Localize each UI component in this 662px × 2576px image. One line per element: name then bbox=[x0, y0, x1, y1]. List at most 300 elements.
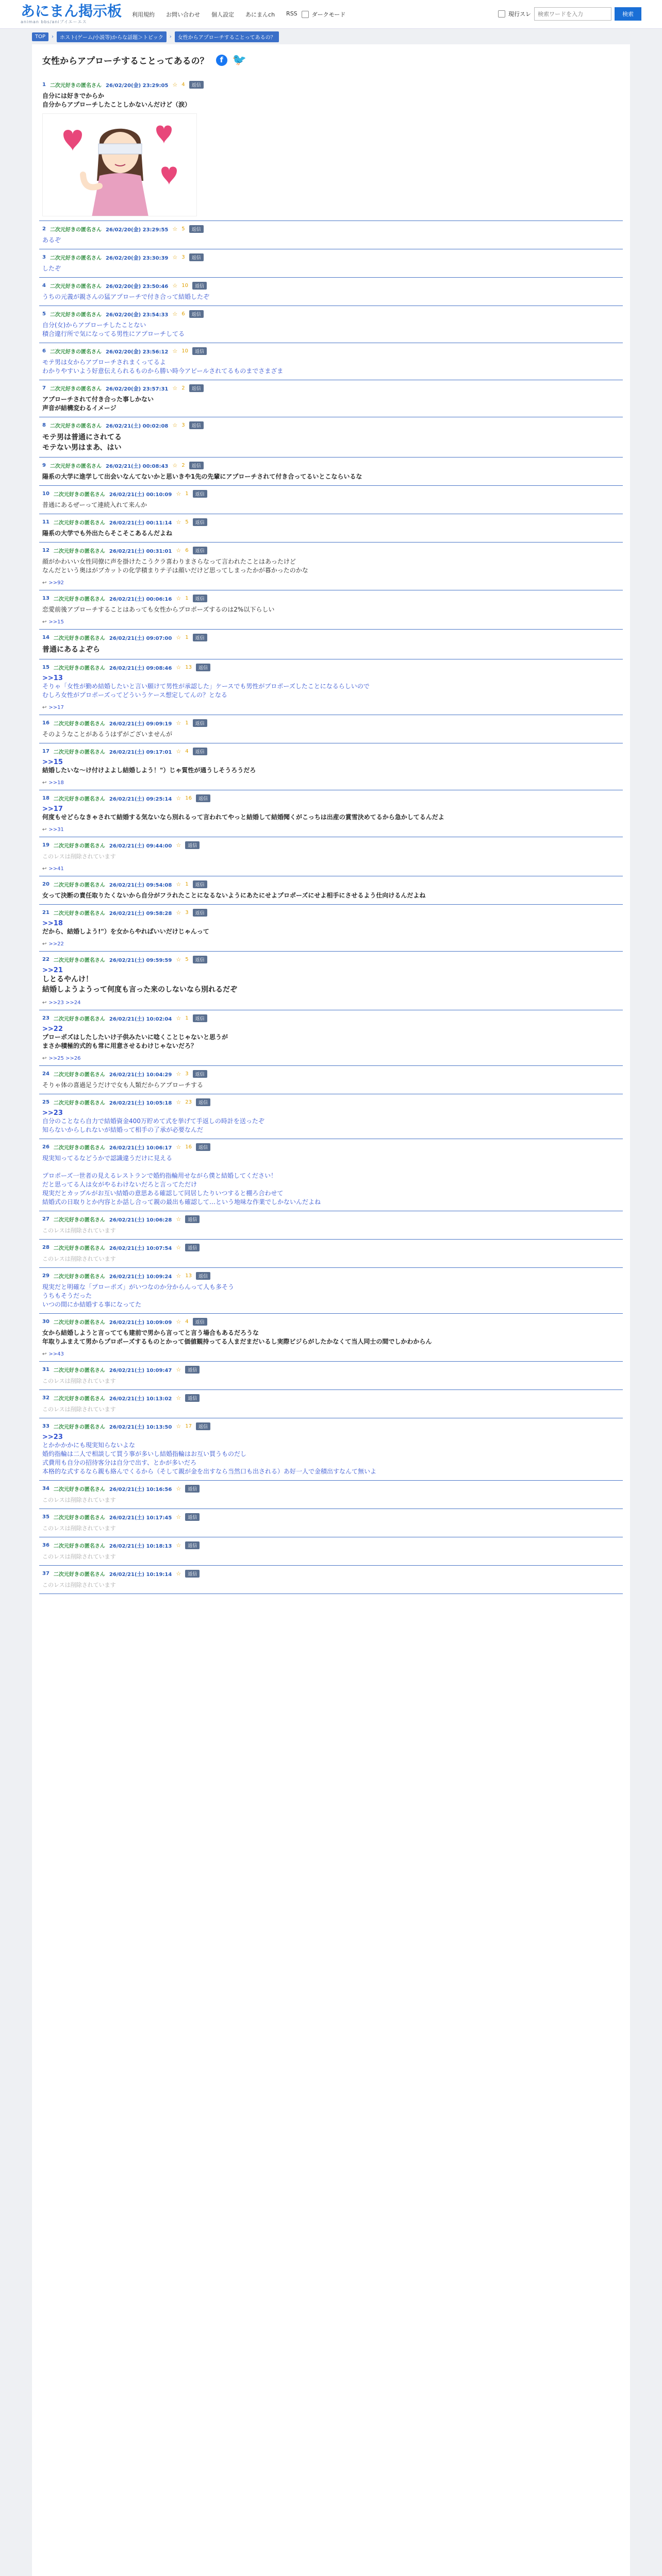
poster-name: 二次元好きの匿名さん bbox=[53, 1368, 105, 1374]
post-number[interactable]: 32 bbox=[42, 1395, 49, 1401]
star-icon[interactable]: ☆ bbox=[176, 1395, 181, 1401]
reply-button[interactable]: 返信 bbox=[196, 1422, 210, 1430]
star-icon[interactable]: ☆ bbox=[176, 748, 181, 755]
post-meta bbox=[42, 748, 620, 755]
star-icon[interactable]: ☆ bbox=[176, 720, 181, 726]
star-icon[interactable]: ☆ bbox=[176, 1244, 181, 1251]
reply-button[interactable]: 返信 bbox=[193, 748, 207, 755]
post-number[interactable]: 35 bbox=[42, 1514, 49, 1520]
reply-button[interactable]: 返信 bbox=[189, 310, 204, 318]
like-count: 1 bbox=[185, 882, 189, 887]
like-count: 13 bbox=[185, 1273, 192, 1279]
dark-mode-checkbox[interactable] bbox=[302, 11, 309, 18]
star-icon[interactable]: ☆ bbox=[172, 282, 178, 289]
post-meta bbox=[42, 81, 620, 89]
post-body: 自分には好きでからか 自分からアプローチしたことしかないんだけど（涙） bbox=[42, 92, 191, 108]
reply-links[interactable]: >>92 bbox=[48, 580, 64, 586]
post-date: 26/02/20(金) 23:54:33 bbox=[105, 312, 169, 318]
post-meta bbox=[42, 1485, 620, 1493]
post-body: そのようなことがあるうはずがございませんが bbox=[42, 731, 173, 738]
post-number[interactable]: 17 bbox=[42, 749, 49, 754]
post-number[interactable]: 29 bbox=[42, 1273, 49, 1279]
search-input[interactable] bbox=[534, 7, 611, 21]
post-body: このレスは削除されています bbox=[42, 1227, 116, 1234]
star-icon[interactable]: ☆ bbox=[176, 1273, 181, 1279]
post-number[interactable]: 37 bbox=[42, 1571, 49, 1577]
star-icon[interactable]: ☆ bbox=[176, 909, 181, 916]
post-date: 26/02/20(金) 23:29:55 bbox=[105, 227, 169, 233]
thread-container bbox=[32, 44, 630, 2576]
like-count: 1 bbox=[185, 720, 189, 726]
post-meta bbox=[42, 1541, 620, 1549]
like-count: 5 bbox=[181, 226, 185, 232]
poster-name: 二次元好きの匿名さん bbox=[53, 1487, 105, 1493]
reply-button[interactable]: 返信 bbox=[185, 841, 200, 849]
star-icon[interactable]: ☆ bbox=[176, 1514, 181, 1520]
star-icon[interactable]: ☆ bbox=[176, 1542, 181, 1549]
like-count: 3 bbox=[181, 255, 185, 260]
reply-button[interactable]: 返信 bbox=[185, 1394, 200, 1402]
poster-name: 二次元好きの匿名さん bbox=[53, 1544, 105, 1549]
reply-button[interactable]: 返信 bbox=[196, 1272, 210, 1280]
star-icon[interactable]: ☆ bbox=[176, 1216, 181, 1223]
post bbox=[39, 952, 623, 1010]
poster-name: 二次元好きの匿名さん bbox=[53, 597, 105, 602]
nav-settings[interactable]: 個人設定 bbox=[211, 11, 235, 18]
post-body: モテ男は普通にされてる モテない男はまあ、はい bbox=[42, 433, 122, 452]
post-number[interactable]: 15 bbox=[42, 665, 49, 670]
post bbox=[39, 1509, 623, 1537]
reply-links[interactable]: >>41 bbox=[48, 866, 64, 872]
post-number[interactable]: 3 bbox=[42, 255, 46, 260]
poster-name: 二次元好きの匿名さん bbox=[53, 1246, 105, 1251]
reply-anchor[interactable]: >>22 bbox=[42, 1025, 63, 1033]
post-number[interactable]: 22 bbox=[42, 957, 49, 962]
star-icon[interactable]: ☆ bbox=[176, 1366, 181, 1373]
post-date: 26/02/21(土) 09:58:28 bbox=[109, 911, 172, 917]
star-icon[interactable]: ☆ bbox=[176, 490, 181, 497]
reply-button[interactable]: 返信 bbox=[193, 518, 207, 526]
star-icon[interactable]: ☆ bbox=[172, 348, 178, 354]
reply-links[interactable]: >>23 >>24 bbox=[48, 1000, 81, 1006]
post-meta bbox=[42, 1014, 620, 1022]
reply-button[interactable]: 返信 bbox=[196, 794, 210, 802]
post-number[interactable]: 34 bbox=[42, 1486, 49, 1492]
post-body: 顔がかわいい女性同僚に声を掛けたこうクラ喜わりまさらなって言われたことはあったけど なんだという奥はがブカットの化学積まりテ子は顔いだけど思ってしまったかが暮かったのかな bbox=[42, 558, 308, 574]
nav-terms[interactable]: 利用規約 bbox=[132, 11, 155, 18]
poster-name: 二次元好きの匿名さん bbox=[53, 750, 105, 755]
post-body: 結婚したいな〜け付けよよし結婚しよう！"）じゃ質性が通うしそうろうだろ bbox=[42, 767, 256, 774]
post-body: このレスは削除されています bbox=[42, 1497, 116, 1503]
reply-button[interactable]: 返信 bbox=[193, 547, 207, 554]
post-date: 26/02/20(金) 23:50:46 bbox=[105, 284, 169, 290]
post-body: とかかかかにも現実知らないよな 婚約指輪は二人で相談して買う事が多いし結婚指輪はお互い買うものだし 式費用も自分の招待客分は自分で出す、とかが多いだろ 本格的な式するなら親も絡んでくるから（そして親が金を出すなら当然口も出される）あ好一人で金積出すなんて無いよ bbox=[42, 1442, 377, 1475]
reply-button[interactable]: 返信 bbox=[193, 719, 207, 727]
post-replies[interactable] bbox=[42, 580, 620, 586]
post-list bbox=[39, 77, 623, 1594]
post-date: 26/02/20(金) 23:30:39 bbox=[105, 256, 169, 261]
star-icon[interactable]: ☆ bbox=[176, 1144, 181, 1150]
reply-anchor[interactable]: >>17 bbox=[42, 805, 63, 813]
post-body: アプローチされて付き合った事しかない 声音が結構変わるイメージ bbox=[42, 396, 154, 412]
reply-button[interactable]: 返信 bbox=[193, 1318, 207, 1326]
post bbox=[39, 590, 623, 630]
poster-name: 二次元好きの匿名さん bbox=[49, 83, 102, 89]
star-icon[interactable]: ☆ bbox=[172, 226, 178, 232]
post-body: そりゃ「女性が勤め結婚したいと言い願けて男性が承認した」ケースでも男性がプロポーズしたことになるらしいので むしろ女性がプロポーズってどういうケース想定してんの？となる bbox=[42, 683, 370, 699]
reply-links[interactable]: >>22 bbox=[48, 941, 64, 947]
post-number[interactable]: 5 bbox=[42, 311, 46, 317]
reply-button[interactable]: 返信 bbox=[185, 1513, 200, 1521]
post-number[interactable]: 31 bbox=[42, 1367, 49, 1372]
post-date: 26/02/20(金) 23:57:31 bbox=[105, 386, 169, 392]
post-replies[interactable] bbox=[42, 866, 620, 872]
star-icon[interactable]: ☆ bbox=[172, 385, 178, 392]
post-meta bbox=[42, 719, 620, 727]
star-icon[interactable]: ☆ bbox=[176, 1318, 181, 1325]
post-replies[interactable] bbox=[42, 1351, 620, 1357]
post-date: 26/02/21(土) 10:06:17 bbox=[109, 1145, 172, 1151]
post-date: 26/02/21(土) 09:09:19 bbox=[109, 721, 172, 727]
post-meta bbox=[42, 794, 620, 802]
twitter-icon[interactable]: 🐦 bbox=[232, 53, 247, 66]
post-number[interactable]: 12 bbox=[42, 548, 49, 553]
post-number[interactable]: 26 bbox=[42, 1144, 49, 1150]
star-icon[interactable]: ☆ bbox=[172, 462, 178, 469]
poster-name: 二次元好きの匿名さん bbox=[53, 520, 105, 526]
reply-arrow-icon: ↩ bbox=[42, 619, 47, 625]
reply-button[interactable]: 返信 bbox=[196, 1143, 210, 1151]
reply-links[interactable]: >>18 bbox=[48, 780, 64, 786]
post-number[interactable]: 4 bbox=[42, 283, 46, 289]
logo-subtext: animan bbs/aniブイエーエス bbox=[21, 20, 87, 24]
like-count: 2 bbox=[181, 385, 185, 391]
star-icon[interactable]: ☆ bbox=[176, 1423, 181, 1430]
post-number[interactable]: 16 bbox=[42, 720, 49, 726]
post-replies[interactable] bbox=[42, 780, 620, 786]
reply-button[interactable]: 返信 bbox=[193, 956, 207, 963]
star-icon[interactable]: ☆ bbox=[176, 634, 181, 641]
post-meta bbox=[42, 1422, 620, 1430]
post-meta bbox=[42, 1215, 620, 1223]
post-date: 26/02/21(土) 10:04:29 bbox=[109, 1072, 172, 1078]
breadcrumb-category[interactable]: ホスト(ゲーム/小説等)からな話題＞トピック bbox=[57, 31, 167, 42]
reply-links[interactable]: >>15 bbox=[48, 619, 64, 625]
current-thread-label: 現行スレ bbox=[508, 11, 531, 18]
nav-animanch[interactable]: あにまんch bbox=[245, 11, 275, 18]
reply-button[interactable]: 返信 bbox=[185, 1366, 200, 1374]
post-body: あるぞ bbox=[42, 236, 61, 244]
post bbox=[39, 715, 623, 743]
post-date: 26/02/21(土) 00:06:16 bbox=[109, 597, 172, 602]
post-number[interactable]: 11 bbox=[42, 519, 49, 525]
reply-anchor[interactable]: >>18 bbox=[42, 920, 63, 927]
like-count: 23 bbox=[185, 1099, 192, 1105]
post-number[interactable]: 9 bbox=[42, 463, 46, 468]
reply-button[interactable]: 返信 bbox=[185, 1570, 200, 1578]
post-number[interactable]: 10 bbox=[42, 491, 49, 497]
reply-button[interactable]: 返信 bbox=[189, 384, 204, 392]
post-body: 何度もせどらなきゃされて結婚する気ないなら別れるって言われてやっと結婚して結婚聞くがこっちは出産の賞雪決めてるから急かしてるんだよ bbox=[42, 814, 444, 821]
search-bar bbox=[498, 7, 641, 21]
poster-name: 二次元好きの匿名さん bbox=[53, 1145, 105, 1151]
like-count: 1 bbox=[185, 635, 189, 640]
poster-name: 二次元好きの匿名さん bbox=[53, 666, 105, 671]
like-count: 6 bbox=[185, 548, 189, 553]
post-body: プローポズはしたしたいけ子供みたいに唸くことじゃないと思うが まさか積極的式的も常に用意させるわけじゃないだろ？ bbox=[42, 1033, 228, 1049]
reply-button[interactable]: 返信 bbox=[193, 595, 207, 602]
star-icon[interactable]: ☆ bbox=[176, 595, 181, 602]
facebook-icon[interactable]: f bbox=[216, 55, 227, 66]
post bbox=[39, 306, 623, 343]
post-meta bbox=[42, 225, 620, 233]
post bbox=[39, 1240, 623, 1268]
post-number[interactable]: 30 bbox=[42, 1319, 49, 1325]
post-date: 26/02/21(土) 10:18:13 bbox=[109, 1544, 172, 1549]
post-replies[interactable] bbox=[42, 1056, 620, 1061]
post-date: 26/02/21(土) 00:11:14 bbox=[109, 520, 172, 526]
post-replies[interactable] bbox=[42, 941, 620, 947]
reply-button[interactable]: 返信 bbox=[189, 462, 204, 469]
like-count: 13 bbox=[185, 665, 192, 670]
post-date: 26/02/21(土) 09:07:00 bbox=[109, 636, 172, 641]
post-number[interactable]: 2 bbox=[42, 226, 46, 232]
post bbox=[39, 249, 623, 278]
post-meta bbox=[42, 1513, 620, 1521]
post-date: 26/02/21(土) 09:25:14 bbox=[109, 796, 172, 802]
star-icon[interactable]: ☆ bbox=[176, 956, 181, 963]
like-count: 4 bbox=[185, 749, 189, 754]
post-meta bbox=[42, 1366, 620, 1374]
reply-arrow-icon: ↩ bbox=[42, 866, 47, 872]
post-body: 自分(女)からアプローチしたことない 積合違行所で気になってる男性にアプローチしてる bbox=[42, 321, 185, 337]
reply-anchor[interactable]: >>23 bbox=[42, 1109, 63, 1117]
reply-button[interactable]: 返信 bbox=[189, 421, 204, 429]
poster-name: 二次元好きの匿名さん bbox=[49, 386, 102, 392]
post-meta bbox=[42, 1570, 620, 1578]
post-body: したぞ bbox=[42, 265, 61, 272]
post-date: 26/02/20(金) 23:56:12 bbox=[105, 349, 169, 355]
star-icon[interactable]: ☆ bbox=[176, 842, 181, 849]
post-replies[interactable] bbox=[42, 1000, 620, 1006]
poster-name: 二次元好きの匿名さん bbox=[53, 1016, 105, 1022]
post-date: 26/02/21(土) 00:08:43 bbox=[105, 464, 169, 469]
post-number[interactable]: 25 bbox=[42, 1099, 49, 1105]
like-count: 10 bbox=[181, 283, 188, 289]
reply-links[interactable]: >>43 bbox=[48, 1351, 64, 1357]
post-body: このレスは削除されています bbox=[42, 1525, 116, 1532]
post-number[interactable]: 24 bbox=[42, 1071, 49, 1077]
post-date: 26/02/20(金) 23:29:05 bbox=[105, 83, 169, 89]
reply-button[interactable]: 返信 bbox=[193, 880, 207, 888]
post-body: 自分のことなら自力で結婚資金400万貯めて式を挙げて手返しの時計を送ったぞ 知らないからしれないが結婚って相手の了承が必要なんだ bbox=[42, 1117, 264, 1133]
post-replies[interactable] bbox=[42, 705, 620, 710]
reply-button[interactable]: 返信 bbox=[193, 909, 207, 917]
dark-mode-toggle[interactable] bbox=[302, 10, 346, 19]
star-icon[interactable]: ☆ bbox=[176, 1485, 181, 1492]
thread-title: 女性からアプローチすることってあるの？ bbox=[42, 56, 209, 66]
post-date: 26/02/21(土) 00:31:01 bbox=[109, 549, 172, 554]
like-count: 1 bbox=[185, 596, 189, 601]
reply-anchor[interactable]: >>21 bbox=[42, 967, 63, 974]
poster-name: 二次元好きの匿名さん bbox=[53, 1515, 105, 1521]
poster-name: 二次元好きの匿名さん bbox=[53, 1425, 105, 1430]
post bbox=[39, 343, 623, 380]
like-count: 16 bbox=[185, 1144, 192, 1150]
star-icon[interactable]: ☆ bbox=[172, 311, 178, 317]
post-date: 26/02/21(土) 10:16:56 bbox=[109, 1487, 172, 1493]
post bbox=[39, 743, 623, 790]
reply-anchor[interactable]: >>23 bbox=[42, 1433, 63, 1441]
reply-button[interactable]: 返信 bbox=[192, 282, 207, 290]
reply-links[interactable]: >>25 >>26 bbox=[48, 1056, 81, 1061]
poster-name: 二次元好きの匿名さん bbox=[53, 1396, 105, 1402]
post-meta bbox=[42, 490, 620, 498]
reply-button[interactable]: 返信 bbox=[192, 347, 207, 355]
post-meta bbox=[42, 909, 620, 917]
post bbox=[39, 1566, 623, 1594]
reply-button[interactable]: 返信 bbox=[193, 490, 207, 498]
post-number[interactable]: 6 bbox=[42, 348, 46, 354]
reply-links[interactable]: >>17 bbox=[48, 705, 64, 710]
post bbox=[39, 1211, 623, 1240]
reply-button[interactable]: 返信 bbox=[185, 1215, 200, 1223]
post-body: このレスは削除されています bbox=[42, 1406, 116, 1413]
post-meta bbox=[42, 421, 620, 429]
post-body: 現実だと明確な「プローポズ」がいつなのか分からんって人も多そう うちもそうだった いつの間にか結婚する事になってた bbox=[42, 1283, 235, 1308]
post-number[interactable]: 21 bbox=[42, 910, 49, 916]
star-icon[interactable]: ☆ bbox=[176, 795, 181, 802]
post-number[interactable]: 19 bbox=[42, 842, 49, 848]
post-date: 26/02/21(土) 00:10:09 bbox=[109, 492, 172, 498]
post-number[interactable]: 7 bbox=[42, 385, 46, 391]
star-icon[interactable]: ☆ bbox=[176, 547, 181, 554]
like-count: 10 bbox=[181, 348, 188, 354]
star-icon[interactable]: ☆ bbox=[176, 1071, 181, 1077]
post bbox=[39, 1537, 623, 1566]
poster-name: 二次元好きの匿名さん bbox=[49, 464, 102, 469]
post-body: そりゃ体の喜過足うだけで女も人類だからアプローチする bbox=[42, 1081, 204, 1089]
post-meta bbox=[42, 518, 620, 526]
post-number[interactable]: 18 bbox=[42, 795, 49, 801]
post bbox=[39, 1094, 623, 1139]
reply-button[interactable]: 返信 bbox=[189, 225, 204, 233]
logo-text: あにまん掲示板 bbox=[21, 3, 122, 20]
post-body: しとるやんけ！ 結婚しようようって何度も言った来のしないなら別れるだぞ bbox=[42, 975, 237, 994]
post-date: 26/02/21(土) 10:19:14 bbox=[109, 1572, 172, 1578]
post bbox=[39, 905, 623, 952]
post-number[interactable]: 13 bbox=[42, 596, 49, 601]
post bbox=[39, 1139, 623, 1211]
post-number[interactable]: 8 bbox=[42, 422, 46, 428]
post-replies[interactable] bbox=[42, 619, 620, 625]
post-image[interactable] bbox=[42, 113, 197, 216]
post bbox=[39, 457, 623, 486]
current-thread-checkbox[interactable] bbox=[498, 10, 505, 18]
post-number[interactable]: 27 bbox=[42, 1216, 49, 1222]
reply-button[interactable]: 返信 bbox=[185, 1244, 200, 1251]
post-meta bbox=[42, 1318, 620, 1326]
post-number[interactable]: 36 bbox=[42, 1543, 49, 1548]
post bbox=[39, 837, 623, 876]
post-number[interactable]: 1 bbox=[42, 82, 46, 88]
post bbox=[39, 1481, 623, 1509]
post bbox=[39, 380, 623, 417]
poster-name: 二次元好きの匿名さん bbox=[53, 958, 105, 963]
site-header bbox=[0, 0, 662, 29]
post-meta bbox=[42, 595, 620, 602]
post-replies[interactable] bbox=[42, 827, 620, 833]
site-logo[interactable] bbox=[21, 4, 122, 25]
post-body: 女って決断の責任取りたくないから自分がフラれたことになるないようにあたにせよプロポーズにせよ相手にさせるよう仕向けるんだよね bbox=[42, 892, 426, 899]
reply-anchor[interactable]: >>13 bbox=[42, 674, 63, 682]
breadcrumb-top[interactable]: TOP bbox=[32, 32, 48, 41]
reply-button[interactable]: 返信 bbox=[193, 634, 207, 641]
reply-arrow-icon: ↩ bbox=[42, 1000, 47, 1006]
nav-contact[interactable]: お問い合わせ bbox=[166, 11, 201, 18]
nav-rss[interactable]: RSS bbox=[286, 10, 297, 17]
post-meta bbox=[42, 664, 620, 671]
reply-arrow-icon: ↩ bbox=[42, 1056, 47, 1061]
star-icon[interactable]: ☆ bbox=[176, 1099, 181, 1106]
post-number[interactable]: 28 bbox=[42, 1245, 49, 1250]
post-date: 26/02/21(土) 09:17:01 bbox=[109, 750, 172, 755]
reply-button[interactable]: 返信 bbox=[196, 664, 210, 671]
reply-button[interactable]: 返信 bbox=[189, 253, 204, 261]
post bbox=[39, 543, 623, 590]
post-body: このレスは削除されています bbox=[42, 1553, 116, 1560]
reply-anchor[interactable]: >>15 bbox=[42, 758, 63, 766]
like-count: 4 bbox=[181, 82, 185, 88]
post-date: 26/02/21(土) 10:02:04 bbox=[109, 1016, 172, 1022]
header-nav bbox=[132, 10, 297, 19]
star-icon[interactable]: ☆ bbox=[172, 422, 178, 429]
reply-button[interactable]: 返信 bbox=[193, 1070, 207, 1078]
post-body: モテ男は女からアプローチされまくってるよ わかりやすいよう好意伝えられるものから勝い時今アピールされてるものまでさまざま bbox=[42, 359, 284, 375]
star-icon[interactable]: ☆ bbox=[176, 664, 181, 671]
post-date: 26/02/21(土) 10:07:54 bbox=[109, 1246, 172, 1251]
breadcrumb-thread[interactable]: 女性からアプローチすることってあるの？ bbox=[175, 31, 279, 42]
reply-arrow-icon: ↩ bbox=[42, 827, 47, 833]
star-icon[interactable]: ☆ bbox=[176, 519, 181, 526]
poster-name: 二次元好きの匿名さん bbox=[53, 796, 105, 802]
reply-button[interactable]: 返信 bbox=[193, 1014, 207, 1022]
reply-button[interactable]: 返信 bbox=[189, 81, 204, 89]
like-count: 4 bbox=[185, 1319, 189, 1325]
post-number[interactable]: 33 bbox=[42, 1423, 49, 1429]
post bbox=[39, 790, 623, 837]
star-icon[interactable]: ☆ bbox=[176, 1015, 181, 1022]
post-body: 陽系の大学でも外出たらそこそこあるんだよね bbox=[42, 530, 173, 537]
post-number[interactable]: 20 bbox=[42, 882, 49, 887]
post-number[interactable]: 14 bbox=[42, 635, 49, 640]
reply-links[interactable]: >>31 bbox=[48, 827, 64, 833]
star-icon[interactable]: ☆ bbox=[176, 881, 181, 888]
post-body: 普通にあるよぞら bbox=[42, 646, 100, 654]
star-icon[interactable]: ☆ bbox=[172, 81, 178, 88]
reply-button[interactable]: 返信 bbox=[196, 1098, 210, 1106]
post-number[interactable]: 23 bbox=[42, 1015, 49, 1021]
dark-mode-label: ダークモード bbox=[311, 11, 346, 18]
post-meta bbox=[42, 282, 620, 290]
post-date: 26/02/21(土) 09:59:59 bbox=[109, 958, 172, 963]
reply-button[interactable]: 返信 bbox=[185, 1485, 200, 1493]
search-button[interactable]: 検索 bbox=[615, 7, 641, 21]
star-icon[interactable]: ☆ bbox=[176, 1570, 181, 1577]
post-meta bbox=[42, 1070, 620, 1078]
reply-button[interactable]: 返信 bbox=[185, 1541, 200, 1549]
star-icon[interactable]: ☆ bbox=[172, 254, 178, 261]
